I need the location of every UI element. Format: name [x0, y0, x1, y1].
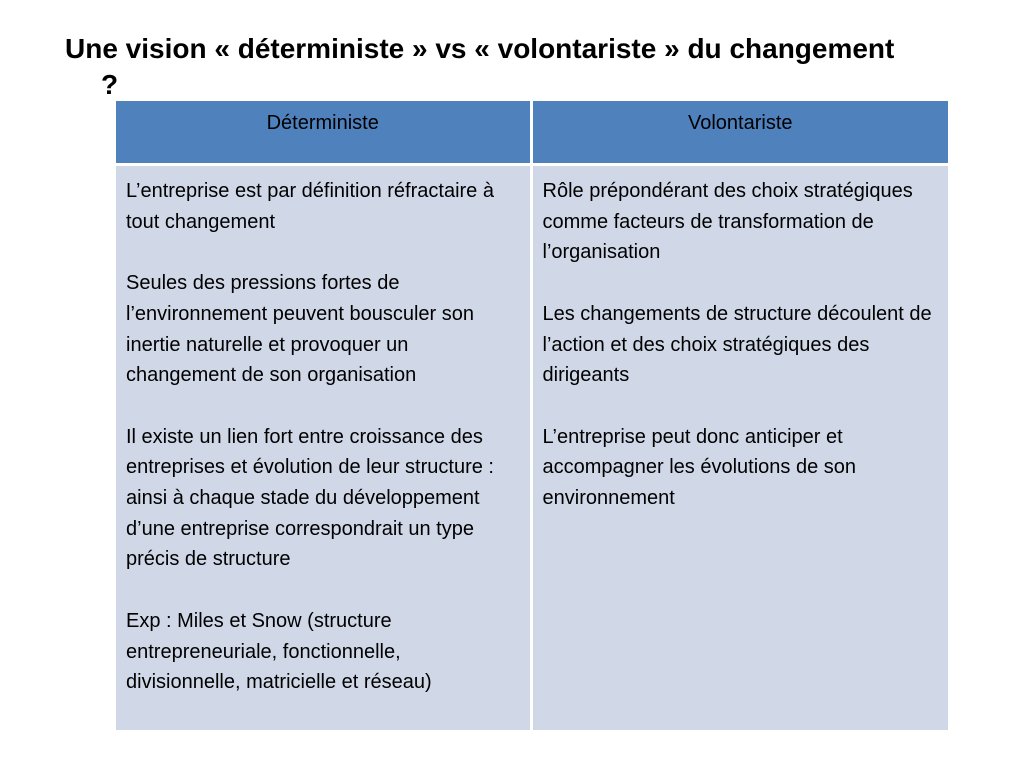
deterministe-point-2: Seules des pressions fortes de l’environnement peuvent bousculer son inertie naturelle et provoquer un changement de son organisation: [126, 272, 474, 387]
slide-title: [65, 28, 965, 100]
comparison-table: [116, 101, 948, 730]
header-volontariste: Volontariste: [531, 101, 948, 165]
volontariste-point-1: Rôle prépondérant des choix stratégiques comme facteurs de transformation de l’organisation: [542, 180, 913, 264]
cell-volontariste: [531, 165, 948, 731]
slide-title-line-1: Une vision « déterministe » vs « volontariste » du changement: [65, 33, 895, 64]
deterministe-point-1: L’entreprise est par définition réfractaire à tout changement: [126, 180, 494, 233]
volontariste-point-2: Les changements de structure découlent de l’action et des choix stratégiques des dirigeants: [542, 302, 932, 387]
cell-deterministe: [116, 165, 531, 731]
deterministe-point-4: Exp : Miles et Snow (structure entrepreneuriale, fonctionnelle, divisionnelle, matricielle et réseau): [126, 609, 432, 694]
table-row: [116, 165, 948, 731]
volontariste-point-3: L’entreprise peut donc anticiper et accompagner les évolutions de son environnement: [542, 425, 857, 509]
slide-title-line-2: ?: [101, 69, 119, 100]
table-header-row: [116, 101, 948, 165]
deterministe-point-3: Il existe un lien fort entre croissance des entreprises et évolution de leur structure : ainsi à chaque stade du développement d’une entreprise correspondrait un type précis de structure: [126, 425, 494, 571]
header-deterministe: Déterministe: [116, 101, 531, 165]
